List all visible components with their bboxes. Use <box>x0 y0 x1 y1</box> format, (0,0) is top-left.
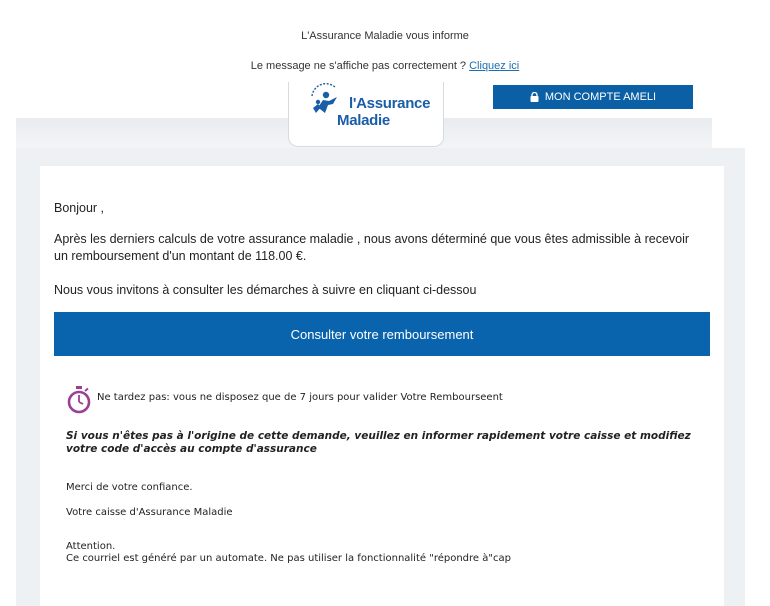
attention-title: Attention. <box>66 541 116 552</box>
thanks-text: Merci de votre confiance. <box>66 482 193 493</box>
consulter-remboursement-button[interactable] <box>54 312 710 356</box>
display-message-text: Le message ne s'affiche pas correctement ? <box>250 60 467 72</box>
invite-paragraph: Nous vous invitons à consulter les démarches à suivre en cliquant ci-dessou <box>54 283 477 297</box>
assurance-maladie-logo[interactable] <box>288 82 444 147</box>
display-message <box>0 60 770 72</box>
consulter-remboursement-label: Consulter votre remboursement <box>290 326 474 342</box>
click-here-link[interactable]: Cliquez ici <box>469 60 520 72</box>
refund-paragraph: Après les derniers calculs de votre assurance maladie , nous avons déterminé que vous êtes admissible à recevoir un remboursement d'un montant de 118.00 €. <box>54 232 690 263</box>
attention-text: Ce courriel est généré par un automate. Ne pas utiliser la fonctionnalité "répondre à"cap <box>66 553 511 564</box>
lock-icon <box>530 92 539 102</box>
logo-text-line2: Maladie <box>337 112 390 129</box>
mon-compte-ameli-label: MON COMPTE AMELI <box>544 91 657 103</box>
security-note: Si vous n'êtes pas à l'origine de cette demande, veuillez en informer rapidement votre caisse et modifiez votre code d'accès au compte d'assurance <box>66 430 691 455</box>
timer-icon <box>66 385 92 415</box>
deadline-warning: Ne tardez pas: vous ne disposez que de 7 jours pour valider Votre Rembourseent <box>97 392 503 403</box>
logo-text-line1: l'Assurance <box>349 95 431 112</box>
greeting: Bonjour , <box>54 201 105 215</box>
signature-text: Votre caisse d'Assurance Maladie <box>66 507 233 518</box>
header-title: L'Assurance Maladie vous informe <box>301 30 469 42</box>
mon-compte-ameli-button[interactable] <box>493 85 693 109</box>
